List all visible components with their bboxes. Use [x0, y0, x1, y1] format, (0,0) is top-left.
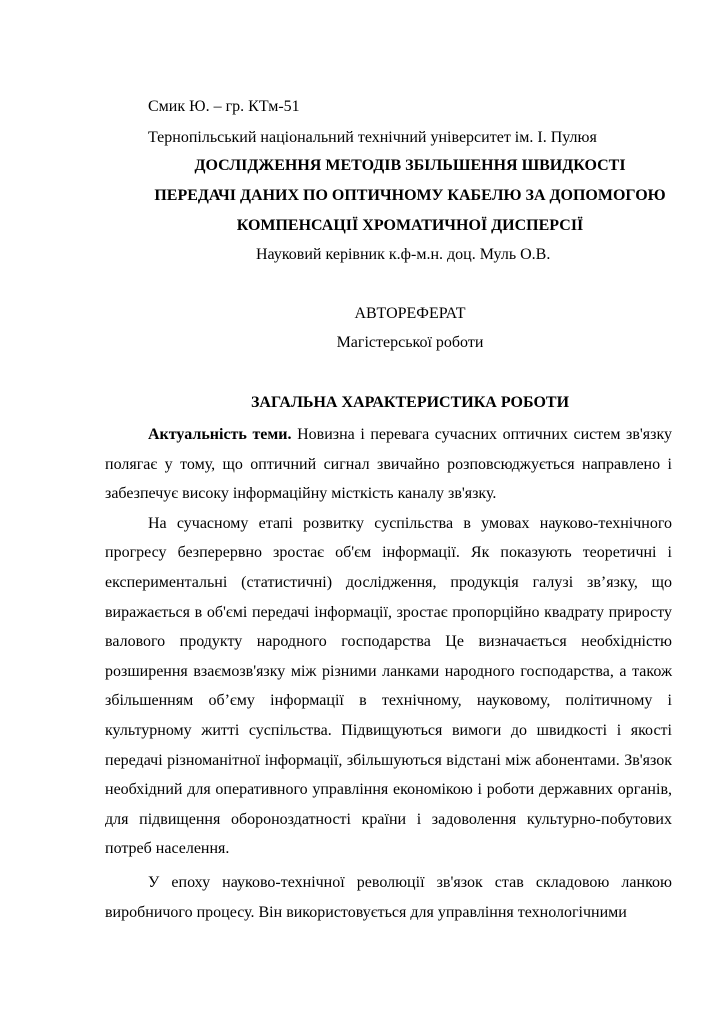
section-heading: ЗАГАЛЬНА ХАРАКТЕРИСТИКА РОБОТИ [250, 394, 570, 411]
author-line: Смик Ю. – гр. КТм-51 [148, 98, 300, 115]
paragraph-information-growth: На сучасному етапі розвитку суспільства в умовах науково-технічного прогресу безперервно зростає об'єм інформації. Як показують теоретичні і експериментальні (статистичні) дослідження, продукція галузі зв’язку, що виражається в об'ємі передачі інформації, зростає пропорційно квадрату приросту валового продукту народного господарства Це визначається необхідністю розширення взаємозв'язку між різними ланками народного господарства, а також збільшенням об’єму інформації в технічному, науковому, політичному і культурному житті суспільства. Підвищуються вимоги до швидкості і якості передачі різноманітної інформації, збільшуються відстані між абонентами. Зв'язок необхідний для оперативного управління економікою і роботи державних органів, для підвищення обороноздатності країни і задоволення культурно-побутових потреб населення. [105, 514, 672, 858]
paragraph-relevance [105, 420, 672, 509]
paragraph-lead: Актуальність теми. [148, 426, 292, 443]
body-text [105, 420, 672, 927]
advisor-line: Науковий керівник к.ф-м.н. доц. Муль О.В. [256, 246, 551, 263]
abstract-label: АВТОРЕФЕРАТ [354, 305, 466, 322]
university-line: Тернопільський національний технічний університет ім. І. Пулюя [148, 129, 597, 146]
title-line-1: ДОСЛІДЖЕННЯ МЕТОДІВ ЗБІЛЬШЕННЯ ШВИДКОСТІ [194, 157, 626, 174]
work-type-label: Магістерської роботи [336, 334, 484, 351]
title-line-3: КОМПЕНСАЦІЇ ХРОМАТИЧНОЇ ДИСПЕРСІЇ [236, 217, 584, 234]
paragraph-text: Новизна і перевага сучасних оптичних систем зв'язку полягає у тому, що оптичний сигнал звичайно розповсюджується направлено і забезпечує високу інформаційну місткість каналу зв'язку. [105, 426, 673, 503]
paragraph-scientific-revolution: У епоху науково-технічної революції зв'язок став складовою ланкою виробничого процесу. Він використовується для управління технологічними [105, 873, 672, 921]
title-line-2: ПЕРЕДАЧІ ДАНИХ ПО ОПТИЧНОМУ КАБЕЛЮ ЗА ДОПОМОГОЮ [154, 187, 666, 204]
